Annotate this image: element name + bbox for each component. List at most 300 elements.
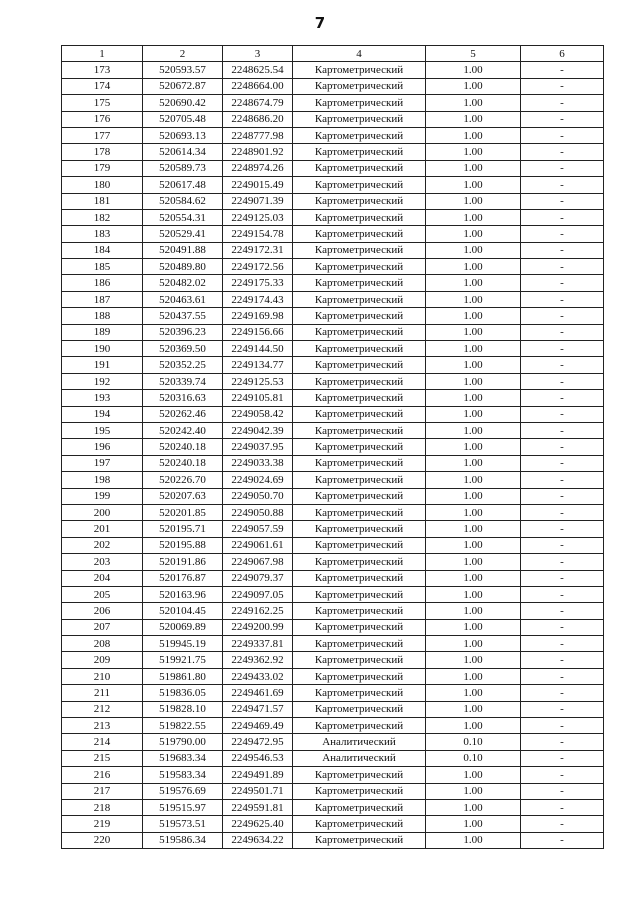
y-coordinate-cell: 2248777.98	[223, 127, 293, 143]
point-number-cell: 180	[62, 177, 143, 193]
x-coordinate-cell: 520207.63	[143, 488, 223, 504]
x-coordinate-cell: 520554.31	[143, 209, 223, 225]
x-coordinate-cell: 520437.55	[143, 308, 223, 324]
description-cell: -	[521, 570, 604, 586]
x-coordinate-cell: 520396.23	[143, 324, 223, 340]
point-number-cell: 175	[62, 95, 143, 111]
table-row	[62, 390, 604, 406]
y-coordinate-cell: 2249097.05	[223, 586, 293, 602]
method-cell: Картометрический	[293, 259, 426, 275]
table-header-row	[62, 46, 604, 62]
y-coordinate-cell: 2249058.42	[223, 406, 293, 422]
table-row	[62, 832, 604, 848]
method-cell: Картометрический	[293, 324, 426, 340]
table-row	[62, 652, 604, 668]
point-number-cell: 190	[62, 341, 143, 357]
y-coordinate-cell: 2249362.92	[223, 652, 293, 668]
y-coordinate-cell: 2249050.70	[223, 488, 293, 504]
point-number-cell: 198	[62, 472, 143, 488]
method-cell: Картометрический	[293, 144, 426, 160]
x-coordinate-cell: 520240.18	[143, 439, 223, 455]
description-cell: -	[521, 78, 604, 94]
method-cell: Картометрический	[293, 636, 426, 652]
method-cell: Картометрический	[293, 373, 426, 389]
y-coordinate-cell: 2248686.20	[223, 111, 293, 127]
x-coordinate-cell: 520614.34	[143, 144, 223, 160]
point-number-cell: 212	[62, 701, 143, 717]
table-row	[62, 62, 604, 78]
table-row	[62, 324, 604, 340]
table-row	[62, 78, 604, 94]
description-cell: -	[521, 275, 604, 291]
method-cell: Картометрический	[293, 504, 426, 520]
accuracy-cell: 0.10	[426, 750, 521, 766]
table-row	[62, 472, 604, 488]
description-cell: -	[521, 799, 604, 815]
description-cell: -	[521, 291, 604, 307]
accuracy-cell: 1.00	[426, 357, 521, 373]
method-cell: Картометрический	[293, 570, 426, 586]
x-coordinate-cell: 520163.96	[143, 586, 223, 602]
table-row	[62, 160, 604, 176]
description-cell: -	[521, 718, 604, 734]
method-cell: Картометрический	[293, 78, 426, 94]
point-number-cell: 181	[62, 193, 143, 209]
method-cell: Аналитический	[293, 750, 426, 766]
x-coordinate-cell: 520705.48	[143, 111, 223, 127]
table-row	[62, 783, 604, 799]
accuracy-cell: 1.00	[426, 832, 521, 848]
method-cell: Картометрический	[293, 422, 426, 438]
point-number-cell: 178	[62, 144, 143, 160]
method-cell: Картометрический	[293, 308, 426, 324]
description-cell: -	[521, 324, 604, 340]
table-row	[62, 209, 604, 225]
method-cell: Картометрический	[293, 62, 426, 78]
y-coordinate-cell: 2248674.79	[223, 95, 293, 111]
column-header: 4	[293, 46, 426, 62]
description-cell: -	[521, 455, 604, 471]
column-header: 6	[521, 46, 604, 62]
method-cell: Картометрический	[293, 242, 426, 258]
accuracy-cell: 1.00	[426, 259, 521, 275]
method-cell: Картометрический	[293, 127, 426, 143]
table-row	[62, 701, 604, 717]
description-cell: -	[521, 193, 604, 209]
point-number-cell: 195	[62, 422, 143, 438]
accuracy-cell: 1.00	[426, 799, 521, 815]
point-number-cell: 189	[62, 324, 143, 340]
table-row	[62, 603, 604, 619]
description-cell: -	[521, 308, 604, 324]
x-coordinate-cell: 520339.74	[143, 373, 223, 389]
table-row	[62, 291, 604, 307]
description-cell: -	[521, 685, 604, 701]
accuracy-cell: 1.00	[426, 439, 521, 455]
y-coordinate-cell: 2249433.02	[223, 668, 293, 684]
description-cell: -	[521, 701, 604, 717]
point-number-cell: 215	[62, 750, 143, 766]
point-number-cell: 191	[62, 357, 143, 373]
accuracy-cell: 1.00	[426, 324, 521, 340]
point-number-cell: 216	[62, 767, 143, 783]
coordinates-table	[61, 45, 604, 849]
table-row	[62, 619, 604, 635]
x-coordinate-cell: 520226.70	[143, 472, 223, 488]
x-coordinate-cell: 520242.40	[143, 422, 223, 438]
column-header: 3	[223, 46, 293, 62]
point-number-cell: 211	[62, 685, 143, 701]
description-cell: -	[521, 767, 604, 783]
table-row	[62, 341, 604, 357]
table-row	[62, 504, 604, 520]
y-coordinate-cell: 2249337.81	[223, 636, 293, 652]
table-row	[62, 636, 604, 652]
accuracy-cell: 1.00	[426, 291, 521, 307]
description-cell: -	[521, 488, 604, 504]
method-cell: Картометрический	[293, 455, 426, 471]
table-body	[62, 62, 604, 849]
y-coordinate-cell: 2249591.81	[223, 799, 293, 815]
y-coordinate-cell: 2249154.78	[223, 226, 293, 242]
point-number-cell: 214	[62, 734, 143, 750]
point-number-cell: 213	[62, 718, 143, 734]
x-coordinate-cell: 520316.63	[143, 390, 223, 406]
description-cell: -	[521, 177, 604, 193]
point-number-cell: 186	[62, 275, 143, 291]
y-coordinate-cell: 2249079.37	[223, 570, 293, 586]
column-header: 2	[143, 46, 223, 62]
point-number-cell: 220	[62, 832, 143, 848]
y-coordinate-cell: 2249033.38	[223, 455, 293, 471]
accuracy-cell: 1.00	[426, 816, 521, 832]
point-number-cell: 206	[62, 603, 143, 619]
description-cell: -	[521, 652, 604, 668]
description-cell: -	[521, 357, 604, 373]
method-cell: Картометрический	[293, 406, 426, 422]
method-cell: Аналитический	[293, 734, 426, 750]
description-cell: -	[521, 242, 604, 258]
y-coordinate-cell: 2249042.39	[223, 422, 293, 438]
point-number-cell: 199	[62, 488, 143, 504]
table-row	[62, 767, 604, 783]
accuracy-cell: 1.00	[426, 619, 521, 635]
y-coordinate-cell: 2249174.43	[223, 291, 293, 307]
accuracy-cell: 1.00	[426, 554, 521, 570]
accuracy-cell: 1.00	[426, 193, 521, 209]
method-cell: Картометрический	[293, 226, 426, 242]
description-cell: -	[521, 554, 604, 570]
table-row	[62, 488, 604, 504]
y-coordinate-cell: 2248664.00	[223, 78, 293, 94]
method-cell: Картометрический	[293, 701, 426, 717]
y-coordinate-cell: 2249625.40	[223, 816, 293, 832]
accuracy-cell: 1.00	[426, 111, 521, 127]
method-cell: Картометрический	[293, 275, 426, 291]
table-row	[62, 144, 604, 160]
y-coordinate-cell: 2249015.49	[223, 177, 293, 193]
accuracy-cell: 1.00	[426, 177, 521, 193]
x-coordinate-cell: 520690.42	[143, 95, 223, 111]
y-coordinate-cell: 2249200.99	[223, 619, 293, 635]
y-coordinate-cell: 2249144.50	[223, 341, 293, 357]
x-coordinate-cell: 520672.87	[143, 78, 223, 94]
method-cell: Картометрический	[293, 177, 426, 193]
method-cell: Картометрический	[293, 209, 426, 225]
x-coordinate-cell: 520104.45	[143, 603, 223, 619]
accuracy-cell: 1.00	[426, 783, 521, 799]
y-coordinate-cell: 2249057.59	[223, 521, 293, 537]
description-cell: -	[521, 95, 604, 111]
x-coordinate-cell: 519586.34	[143, 832, 223, 848]
accuracy-cell: 1.00	[426, 275, 521, 291]
table-row	[62, 718, 604, 734]
method-cell: Картометрический	[293, 586, 426, 602]
table-row	[62, 177, 604, 193]
description-cell: -	[521, 62, 604, 78]
table-row	[62, 455, 604, 471]
y-coordinate-cell: 2249461.69	[223, 685, 293, 701]
y-coordinate-cell: 2249172.31	[223, 242, 293, 258]
accuracy-cell: 1.00	[426, 373, 521, 389]
point-number-cell: 176	[62, 111, 143, 127]
method-cell: Картометрический	[293, 554, 426, 570]
table-row	[62, 422, 604, 438]
point-number-cell: 173	[62, 62, 143, 78]
y-coordinate-cell: 2249169.98	[223, 308, 293, 324]
method-cell: Картометрический	[293, 685, 426, 701]
table-row	[62, 308, 604, 324]
x-coordinate-cell: 520589.73	[143, 160, 223, 176]
x-coordinate-cell: 519828.10	[143, 701, 223, 717]
table-row	[62, 586, 604, 602]
table-row	[62, 668, 604, 684]
method-cell: Картометрический	[293, 668, 426, 684]
method-cell: Картометрический	[293, 816, 426, 832]
y-coordinate-cell: 2249071.39	[223, 193, 293, 209]
method-cell: Картометрический	[293, 472, 426, 488]
y-coordinate-cell: 2249501.71	[223, 783, 293, 799]
accuracy-cell: 1.00	[426, 78, 521, 94]
accuracy-cell: 1.00	[426, 521, 521, 537]
point-number-cell: 197	[62, 455, 143, 471]
method-cell: Картометрический	[293, 619, 426, 635]
method-cell: Картометрический	[293, 799, 426, 815]
accuracy-cell: 1.00	[426, 603, 521, 619]
accuracy-cell: 1.00	[426, 62, 521, 78]
point-number-cell: 217	[62, 783, 143, 799]
table-row	[62, 226, 604, 242]
y-coordinate-cell: 2249067.98	[223, 554, 293, 570]
method-cell: Картометрический	[293, 718, 426, 734]
point-number-cell: 202	[62, 537, 143, 553]
x-coordinate-cell: 520240.18	[143, 455, 223, 471]
table-row	[62, 816, 604, 832]
point-number-cell: 203	[62, 554, 143, 570]
accuracy-cell: 1.00	[426, 390, 521, 406]
x-coordinate-cell: 519861.80	[143, 668, 223, 684]
x-coordinate-cell: 520482.02	[143, 275, 223, 291]
description-cell: -	[521, 341, 604, 357]
point-number-cell: 201	[62, 521, 143, 537]
accuracy-cell: 1.00	[426, 422, 521, 438]
accuracy-cell: 1.00	[426, 95, 521, 111]
accuracy-cell: 1.00	[426, 701, 521, 717]
y-coordinate-cell: 2249134.77	[223, 357, 293, 373]
method-cell: Картометрический	[293, 193, 426, 209]
accuracy-cell: 1.00	[426, 504, 521, 520]
point-number-cell: 196	[62, 439, 143, 455]
accuracy-cell: 1.00	[426, 226, 521, 242]
description-cell: -	[521, 127, 604, 143]
table-row	[62, 127, 604, 143]
y-coordinate-cell: 2249162.25	[223, 603, 293, 619]
accuracy-cell: 1.00	[426, 160, 521, 176]
y-coordinate-cell: 2249469.49	[223, 718, 293, 734]
description-cell: -	[521, 259, 604, 275]
accuracy-cell: 1.00	[426, 685, 521, 701]
point-number-cell: 184	[62, 242, 143, 258]
point-number-cell: 192	[62, 373, 143, 389]
point-number-cell: 174	[62, 78, 143, 94]
x-coordinate-cell: 520191.86	[143, 554, 223, 570]
description-cell: -	[521, 734, 604, 750]
accuracy-cell: 1.00	[426, 406, 521, 422]
column-header: 1	[62, 46, 143, 62]
column-header: 5	[426, 46, 521, 62]
y-coordinate-cell: 2249050.88	[223, 504, 293, 520]
method-cell: Картометрический	[293, 95, 426, 111]
x-coordinate-cell: 520262.46	[143, 406, 223, 422]
method-cell: Картометрический	[293, 291, 426, 307]
x-coordinate-cell: 519921.75	[143, 652, 223, 668]
accuracy-cell: 1.00	[426, 308, 521, 324]
y-coordinate-cell: 2249471.57	[223, 701, 293, 717]
table-row	[62, 406, 604, 422]
point-number-cell: 207	[62, 619, 143, 635]
method-cell: Картометрический	[293, 439, 426, 455]
x-coordinate-cell: 519683.34	[143, 750, 223, 766]
description-cell: -	[521, 783, 604, 799]
method-cell: Картометрический	[293, 783, 426, 799]
method-cell: Картометрический	[293, 603, 426, 619]
point-number-cell: 218	[62, 799, 143, 815]
y-coordinate-cell: 2249634.22	[223, 832, 293, 848]
description-cell: -	[521, 406, 604, 422]
method-cell: Картометрический	[293, 488, 426, 504]
table-row	[62, 275, 604, 291]
accuracy-cell: 1.00	[426, 668, 521, 684]
x-coordinate-cell: 520593.57	[143, 62, 223, 78]
x-coordinate-cell: 520195.88	[143, 537, 223, 553]
description-cell: -	[521, 504, 604, 520]
table-row	[62, 242, 604, 258]
table-row	[62, 570, 604, 586]
method-cell: Картометрический	[293, 111, 426, 127]
x-coordinate-cell: 520176.87	[143, 570, 223, 586]
x-coordinate-cell: 519945.19	[143, 636, 223, 652]
page-number: 7	[314, 14, 326, 32]
point-number-cell: 209	[62, 652, 143, 668]
table-row	[62, 259, 604, 275]
point-number-cell: 194	[62, 406, 143, 422]
description-cell: -	[521, 603, 604, 619]
y-coordinate-cell: 2248901.92	[223, 144, 293, 160]
x-coordinate-cell: 520617.48	[143, 177, 223, 193]
y-coordinate-cell: 2248625.54	[223, 62, 293, 78]
accuracy-cell: 1.00	[426, 652, 521, 668]
point-number-cell: 182	[62, 209, 143, 225]
y-coordinate-cell: 2249105.81	[223, 390, 293, 406]
x-coordinate-cell: 519573.51	[143, 816, 223, 832]
table-row	[62, 439, 604, 455]
method-cell: Картометрический	[293, 357, 426, 373]
method-cell: Картометрический	[293, 160, 426, 176]
method-cell: Картометрический	[293, 390, 426, 406]
x-coordinate-cell: 519576.69	[143, 783, 223, 799]
accuracy-cell: 1.00	[426, 127, 521, 143]
table-row	[62, 111, 604, 127]
accuracy-cell: 1.00	[426, 636, 521, 652]
point-number-cell: 183	[62, 226, 143, 242]
x-coordinate-cell: 520201.85	[143, 504, 223, 520]
x-coordinate-cell: 520463.61	[143, 291, 223, 307]
accuracy-cell: 1.00	[426, 586, 521, 602]
point-number-cell: 205	[62, 586, 143, 602]
method-cell: Картометрический	[293, 521, 426, 537]
x-coordinate-cell: 519515.97	[143, 799, 223, 815]
x-coordinate-cell: 520195.71	[143, 521, 223, 537]
x-coordinate-cell: 520069.89	[143, 619, 223, 635]
table-row	[62, 357, 604, 373]
description-cell: -	[521, 636, 604, 652]
table-row	[62, 750, 604, 766]
y-coordinate-cell: 2249491.89	[223, 767, 293, 783]
description-cell: -	[521, 144, 604, 160]
description-cell: -	[521, 390, 604, 406]
x-coordinate-cell: 519822.55	[143, 718, 223, 734]
description-cell: -	[521, 832, 604, 848]
point-number-cell: 208	[62, 636, 143, 652]
description-cell: -	[521, 668, 604, 684]
accuracy-cell: 1.00	[426, 767, 521, 783]
y-coordinate-cell: 2249175.33	[223, 275, 293, 291]
point-number-cell: 177	[62, 127, 143, 143]
accuracy-cell: 1.00	[426, 570, 521, 586]
accuracy-cell: 1.00	[426, 144, 521, 160]
point-number-cell: 193	[62, 390, 143, 406]
y-coordinate-cell: 2249546.53	[223, 750, 293, 766]
y-coordinate-cell: 2249037.95	[223, 439, 293, 455]
point-number-cell: 204	[62, 570, 143, 586]
accuracy-cell: 1.00	[426, 488, 521, 504]
method-cell: Картометрический	[293, 537, 426, 553]
accuracy-cell: 1.00	[426, 537, 521, 553]
y-coordinate-cell: 2249024.69	[223, 472, 293, 488]
description-cell: -	[521, 750, 604, 766]
description-cell: -	[521, 439, 604, 455]
table-row	[62, 521, 604, 537]
method-cell: Картометрический	[293, 652, 426, 668]
description-cell: -	[521, 373, 604, 389]
description-cell: -	[521, 422, 604, 438]
accuracy-cell: 1.00	[426, 341, 521, 357]
accuracy-cell: 0.10	[426, 734, 521, 750]
y-coordinate-cell: 2249172.56	[223, 259, 293, 275]
description-cell: -	[521, 619, 604, 635]
accuracy-cell: 1.00	[426, 472, 521, 488]
table-row	[62, 685, 604, 701]
